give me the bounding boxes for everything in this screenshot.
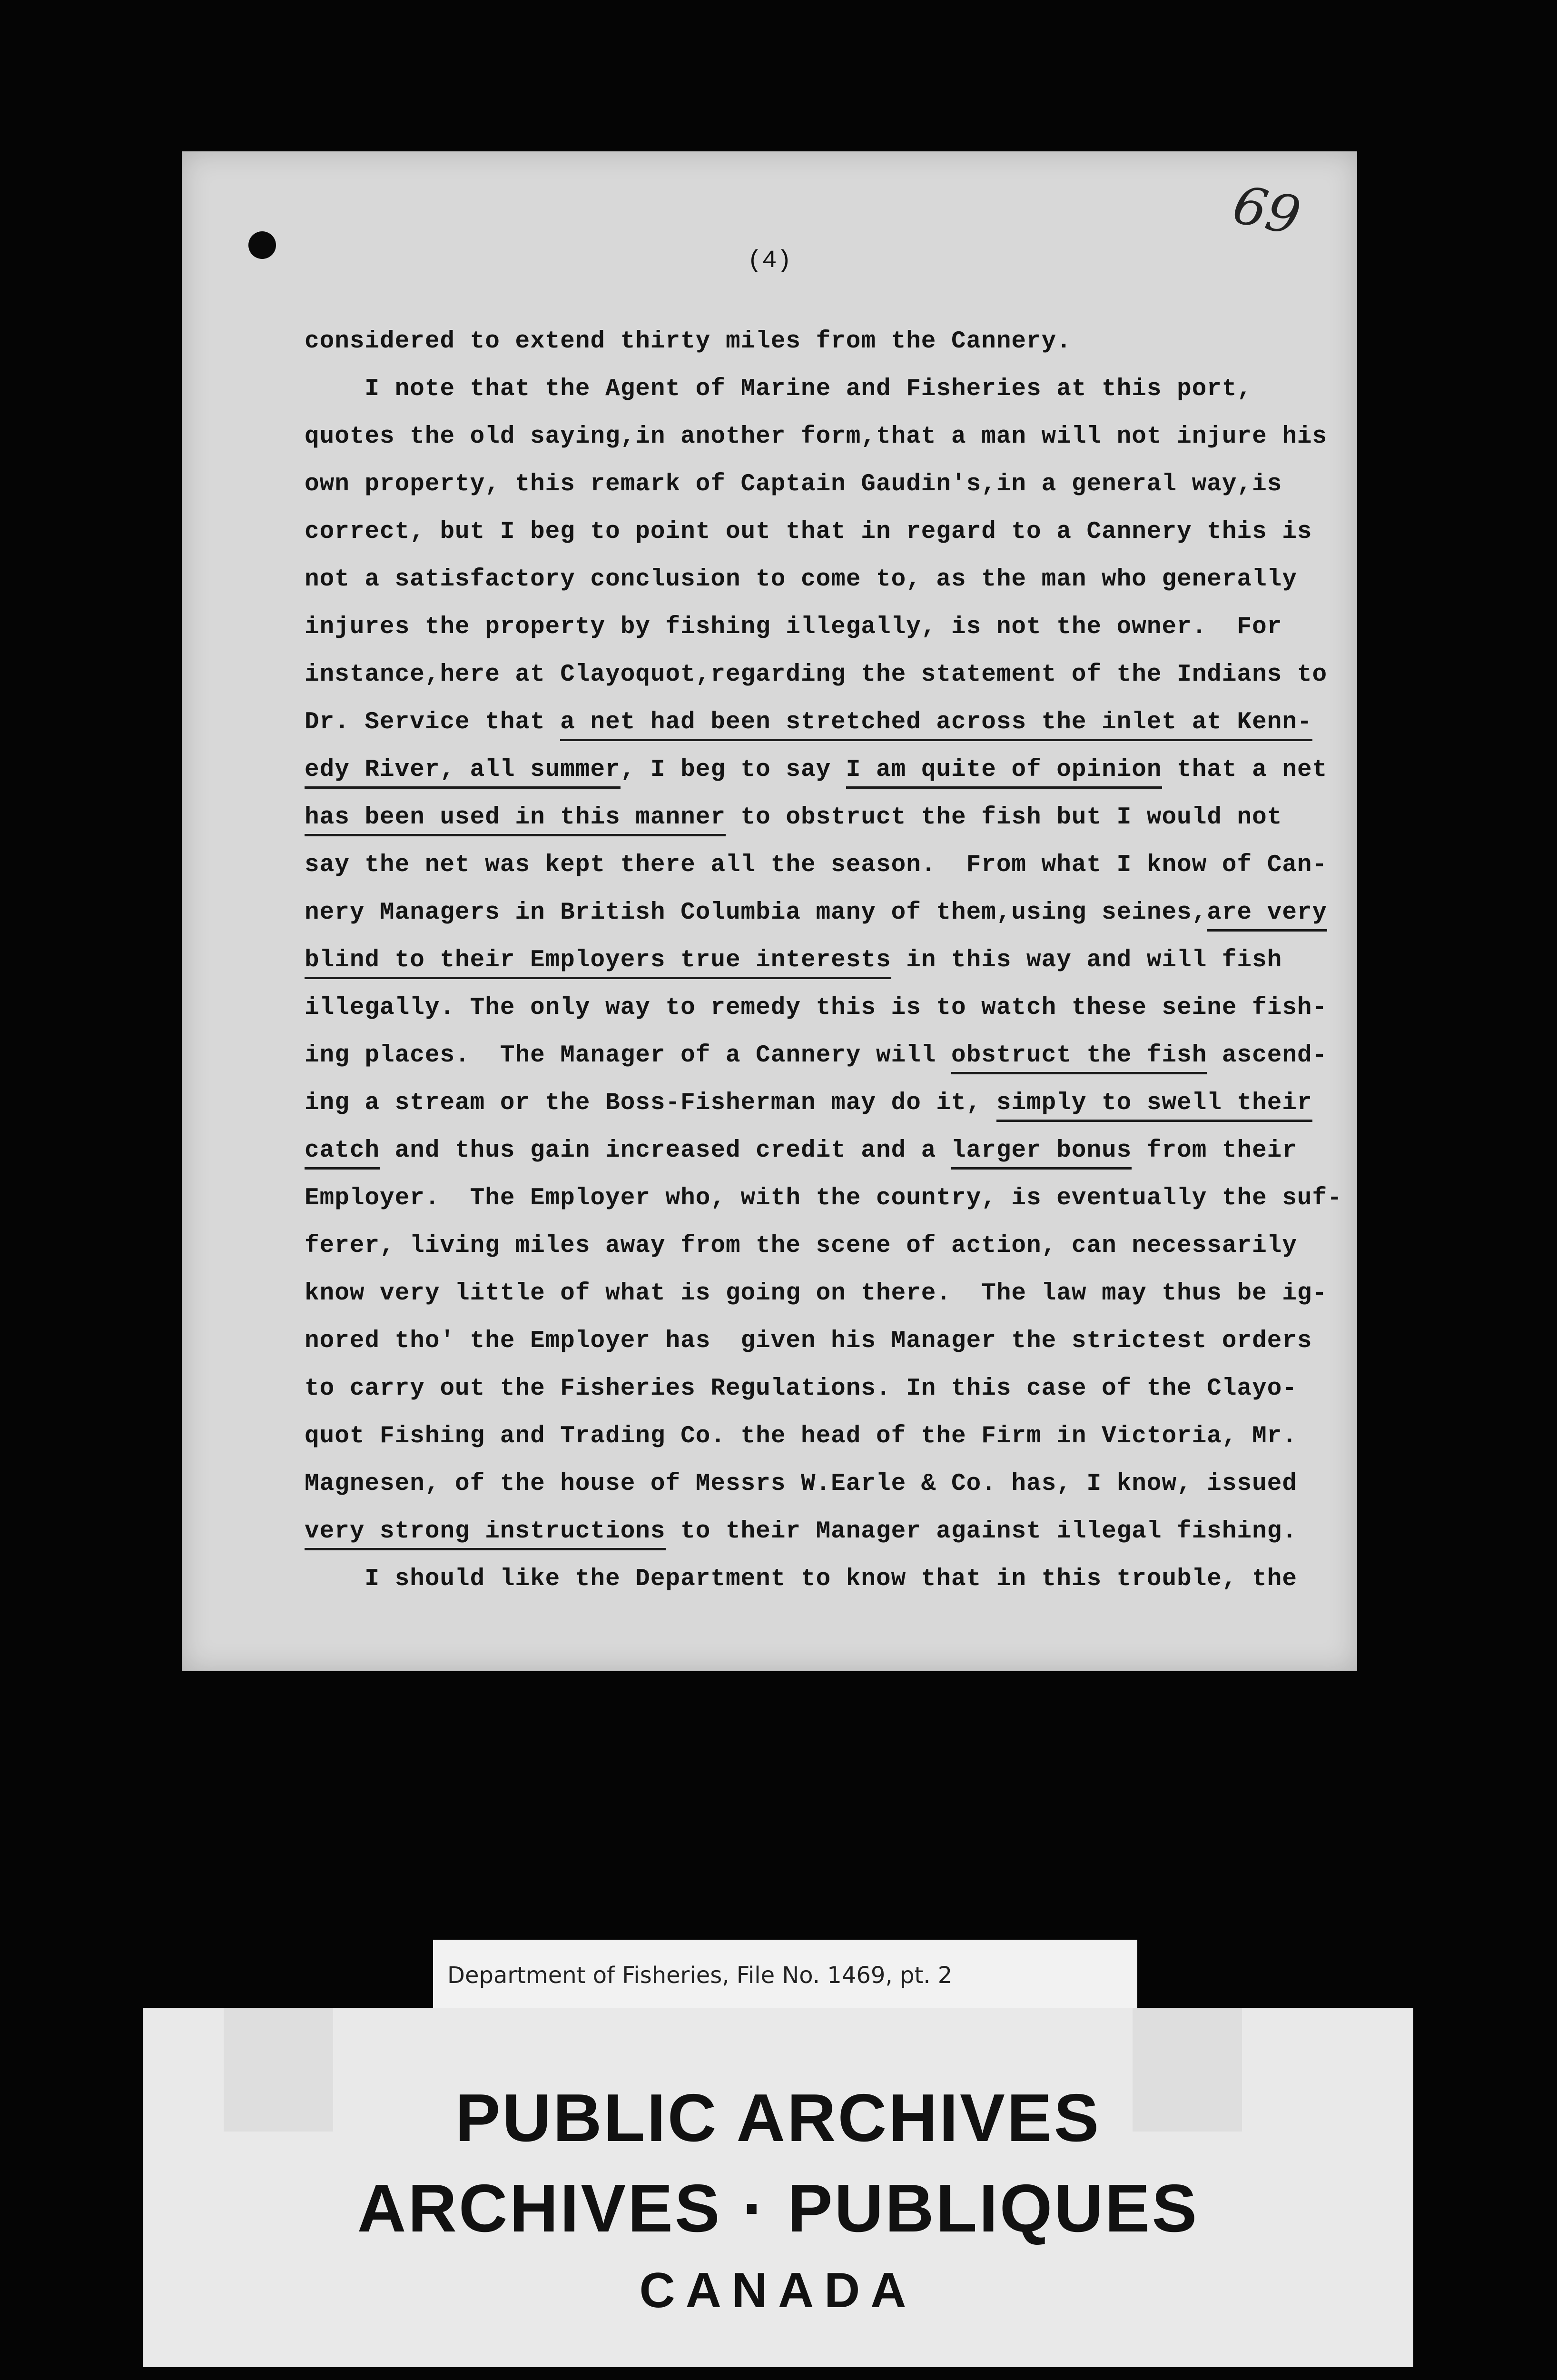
line-text: know very little of what is going on there. The law may thus be ig- [305, 1280, 1328, 1307]
underlined-text: simply to swell their [996, 1090, 1312, 1122]
text-line [305, 746, 1328, 794]
document-page [182, 151, 1357, 1671]
page-number: (4) [747, 247, 792, 275]
line-text: nored tho' the Employer has given his Manager the strictest orders [305, 1328, 1312, 1355]
underlined-text: very strong instructions [305, 1518, 666, 1550]
line-text: own property, this remark of Captain Gaudin's,in a general way,is [305, 471, 1282, 498]
line-text: in this way and will fish [891, 947, 1282, 974]
underlined-text: obstruct the fish [951, 1042, 1207, 1074]
text-line [305, 1318, 1312, 1365]
text-line [305, 1365, 1297, 1413]
text-line [305, 794, 1294, 842]
document-body [305, 318, 1342, 1603]
line-text: Employer. The Employer who, with the country, is eventually the suf- [305, 1185, 1342, 1212]
text-line [305, 984, 1328, 1032]
line-text: , I beg to say [620, 756, 846, 783]
text-line [305, 1127, 1297, 1175]
line-text: illegally. The only way to remedy this is to watch these seine fish- [305, 994, 1328, 1021]
underlined-text: catch [305, 1137, 380, 1170]
stamp-line-1: PUBLIC ARCHIVES [455, 2080, 1101, 2156]
line-text: I should like the Department to know that in this trouble, the [305, 1566, 1297, 1593]
line-text: injures the property by fishing illegally, is not the owner. For [305, 614, 1282, 641]
text-line [305, 937, 1294, 984]
line-text: correct, but I beg to point out that in regard to a Cannery this is [305, 518, 1312, 545]
text-line [305, 1413, 1297, 1460]
underlined-text: larger bonus [951, 1137, 1132, 1170]
line-text: say the net was kept there all the season. From what I know of Can- [305, 852, 1328, 879]
underlined-text: I am quite of opinion [846, 756, 1162, 789]
text-line [305, 413, 1328, 461]
text-line [305, 651, 1328, 699]
text-line [305, 1032, 1328, 1080]
text-line [305, 1222, 1297, 1270]
text-line [305, 1556, 1297, 1603]
line-text: not a satisfactory conclusion to come to, as the man who generally [305, 566, 1297, 593]
underlined-text: edy River, all summer [305, 756, 621, 789]
file-reference-tag: Department of Fisheries, File No. 1469, pt. 2 [433, 1940, 1137, 2011]
text-line [305, 699, 1312, 746]
underlined-text: a net had been stretched across the inlet at Kenn- [560, 709, 1312, 741]
line-text: Dr. Service that [305, 709, 561, 736]
line-text: ascend- [1207, 1042, 1328, 1069]
text-line [305, 508, 1312, 556]
line-text: considered to extend thirty miles from the Cannery. [305, 328, 1072, 355]
text-line [305, 889, 1328, 937]
text-line [305, 1175, 1342, 1222]
line-text: that a net [1162, 756, 1328, 783]
archives-stamp [143, 2008, 1413, 2367]
line-text: to obstruct the fish but I would not [725, 804, 1282, 831]
folio-mark: 69 [1228, 173, 1306, 248]
line-text: nery Managers in British Columbia many of them,using seines, [305, 899, 1207, 926]
line-text: ferer, living miles away from the scene of action, can necessarily [305, 1232, 1297, 1259]
line-text: to their Manager against illegal fishing. [665, 1518, 1297, 1545]
text-line [305, 1270, 1328, 1318]
text-line [305, 1080, 1312, 1127]
text-line [305, 461, 1294, 508]
line-text: I note that the Agent of Marine and Fisheries at this port, [305, 376, 1252, 403]
underlined-text: are very [1207, 899, 1327, 932]
stamp-line-2: ARCHIVES · PUBLIQUES [357, 2171, 1199, 2246]
line-text: quotes the old saying,in another form,that a man will not injure his [305, 423, 1328, 450]
line-text: from their [1132, 1137, 1297, 1164]
stamp-line-3: CANADA [639, 2263, 917, 2318]
text-line [305, 1460, 1297, 1508]
text-line [305, 318, 1294, 366]
text-line [305, 604, 1294, 651]
text-line [305, 366, 1294, 413]
text-line [305, 556, 1297, 604]
line-text: to carry out the Fisheries Regulations. In this case of the Clayo- [305, 1375, 1297, 1402]
line-text: instance,here at Clayoquot,regarding the statement of the Indians to [305, 661, 1328, 688]
text-line [305, 842, 1328, 889]
line-text: ing places. The Manager of a Cannery will [305, 1042, 952, 1069]
text-line [305, 1508, 1297, 1556]
line-text: Magnesen, of the house of Messrs W.Earle & Co. has, I know, issued [305, 1470, 1297, 1497]
line-text: and thus gain increased credit and a [380, 1137, 952, 1164]
underlined-text: blind to their Employers true interests [305, 947, 891, 979]
line-text: ing a stream or the Boss-Fisherman may do it, [305, 1090, 996, 1117]
line-text: quot Fishing and Trading Co. the head of the Firm in Victoria, Mr. [305, 1423, 1297, 1450]
underlined-text: has been used in this manner [305, 804, 726, 836]
